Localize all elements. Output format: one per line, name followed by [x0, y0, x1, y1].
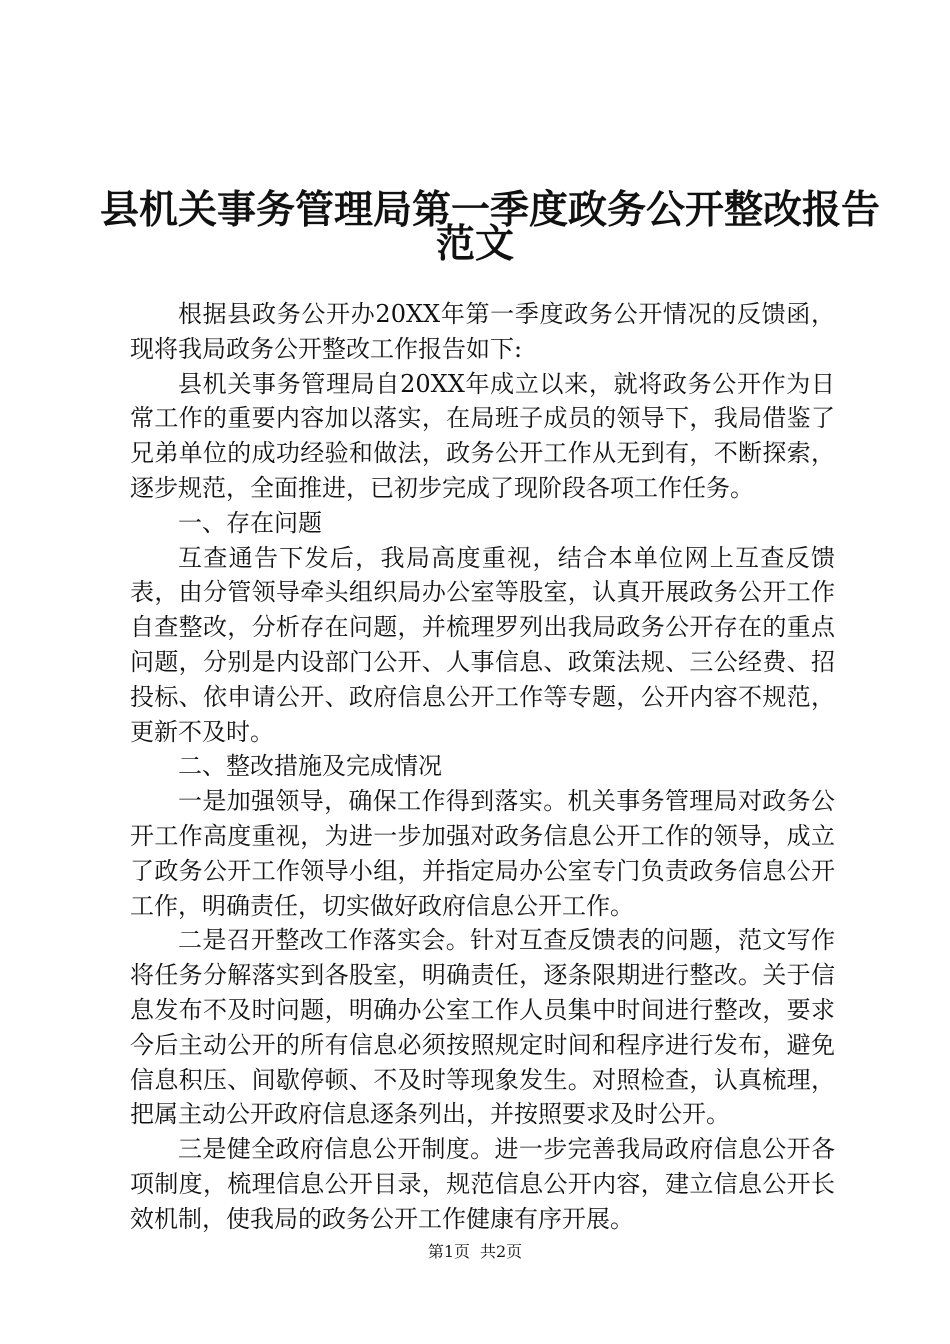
section-heading-measures: 二、整改措施及完成情况 [178, 752, 442, 781]
paragraph-measure-2: 二是召开整改工作落实会。针对互查反馈表的问题，范文写作将任务分解落实到各股室，明确责任，逐条限期进行整改。关于信息发布不及时问题，明确办公室工作人员集中时间进行整改，要求今后主动公开的所有信息必须按照规定时间和程序进行发布，避免信息积压、间歇停顿、不及时等现象发生。对照检查，认真梳理，把属主动公开政府信息逐条列出，并按照要求及时公开。 [130, 926, 835, 1129]
paragraph-measure-1: 一是加强领导，确保工作得到落实。机关事务管理局对政务公开工作高度重视，为进一步加强对政务信息公开工作的领导，成立了政务公开工作领导小组，并指定局办公室专门负责政务信息公开工作，明确责任，切实做好政府信息公开工作。 [130, 787, 835, 920]
page-total: 共2页 [480, 1242, 523, 1261]
paragraph-intro: 根据县政务公开办20XX年第一季度政务公开情况的反馈函，现将我局政务公开整改工作报告如下: [130, 300, 835, 363]
page-footer [0, 1242, 950, 1262]
document-title-line-1: 县机关事务管理局第一季度政务公开整改报告 [100, 187, 881, 233]
document-body [130, 297, 835, 1237]
section-heading-problems: 一、存在问题 [178, 508, 322, 537]
paragraph-background: 县机关事务管理局自20XX年成立以来，就将政务公开作为日常工作的重要内容加以落实，在局班子成员的领导下，我局借鉴了兄弟单位的成功经验和做法，政务公开工作从无到有，不断探索，逐步规范，全面推进，已初步完成了现阶段各项工作任务。 [130, 369, 835, 502]
document-title-line-2: 范文 [435, 221, 514, 267]
paragraph-problems: 互查通告下发后，我局高度重视，结合本单位网上互查反馈表，由分管领导牵头组织局办公室等股室，认真开展政务公开工作自查整改，分析存在问题，并梳理罗列出我局政务公开存在的重点问题，分别是内设部门公开、人事信息、政策法规、三公经费、招投标、依申请公开、政府信息公开工作等专题，公开内容不规范，更新不及时。 [130, 543, 835, 746]
page-number: 第1页 [427, 1242, 470, 1261]
paragraph-measure-3: 三是健全政府信息公开制度。进一步完善我局政府信息公开各项制度，梳理信息公开目录，规范信息公开内容，建立信息公开长效机制，使我局的政务公开工作健康有序开展。 [130, 1135, 835, 1233]
